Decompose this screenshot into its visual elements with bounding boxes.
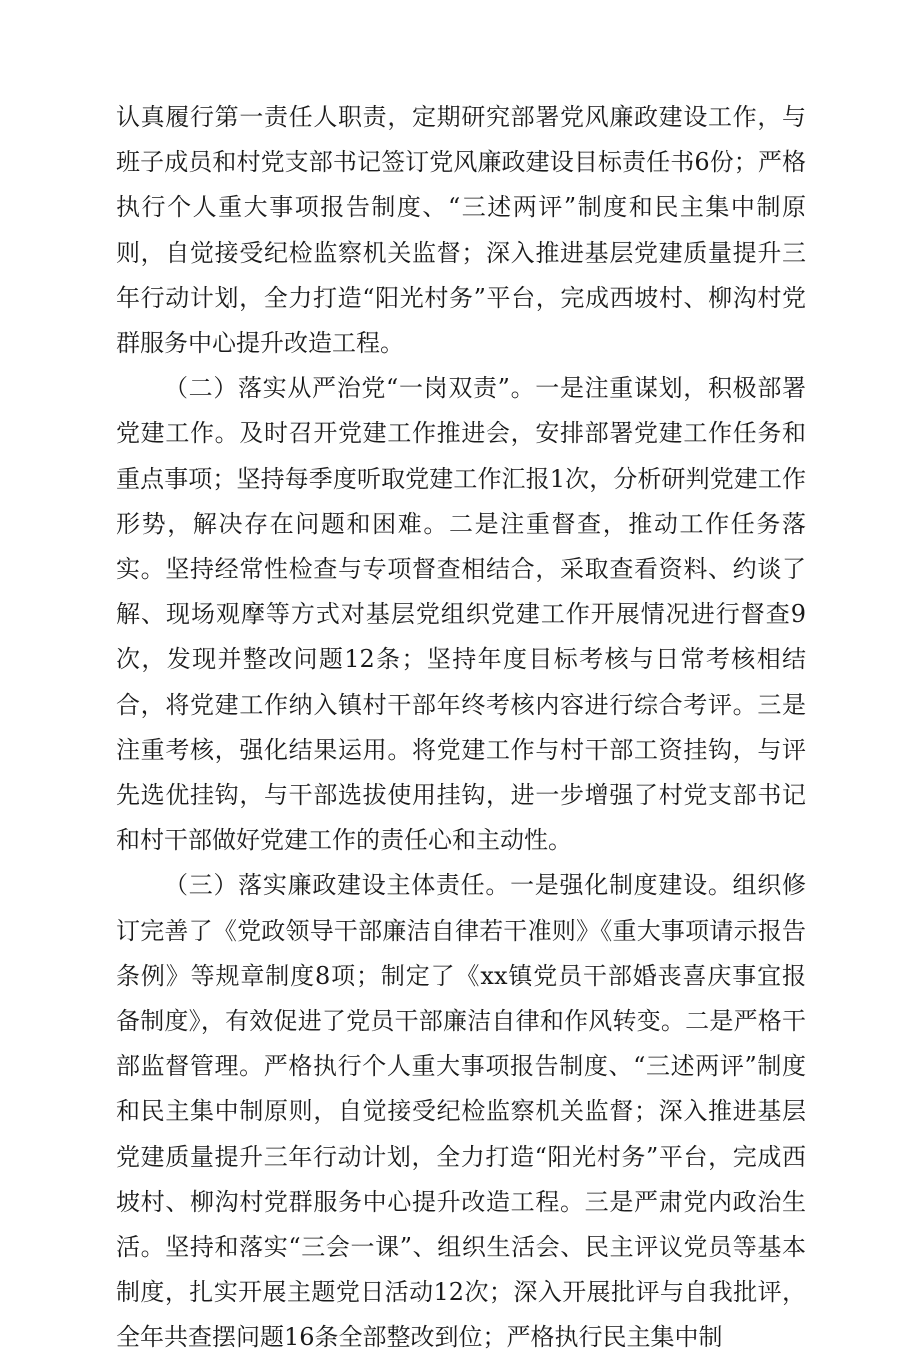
paragraph-section-two: （二）落实从严治党“一岗双责”。一是注重谋划，积极部署党建工作。及时召开党建工作推进会，安排部署党建工作任务和重点事项；坚持每季度听取党建工作汇报1次，分析研判党建工作形势，解决存在问题和困难。二是注重督查，推动工作任务落实。坚持经常性检查与专项督查相结合，采取查看资料、约谈了解、现场观摩等方式对基层党组织党建工作开展情况进行督查9次，发现并整改问题12条；坚持年度目标考核与日常考核相结合，将党建工作纳入镇村干部年终考核内容进行综合考评。三是注重考核，强化结果运用。将党建工作与村干部工资挂钩，与评先选优挂钩，与干部选拔使用挂钩，进一步增强了村党支部书记和村干部做好党建工作的责任心和主动性。 [116,374,806,855]
document-body [116,95,806,1361]
paragraph-section-three: （三）落实廉政建设主体责任。一是强化制度建设。组织修订完善了《党政领导干部廉洁自律若干准则》《重大事项请示报告条例》等规章制度8项；制定了《xx镇党员干部婚丧喜庆事宜报备制度》，有效促进了党员干部廉洁自律和作风转变。二是严格干部监督管理。严格执行个人重大事项报告制度、“三述两评”制度和民主集中制原则，自觉接受纪检监察机关监督；深入推进基层党建质量提升三年行动计划，全力打造“阳光村务”平台，完成西坡村、柳沟村党群服务中心提升改造工程。三是严肃党内政治生活。坚持和落实“三会一课”、组织生活会、民主评议党员等基本制度，扎实开展主题党日活动12次；深入开展批评与自我批评，全年共查摆问题16条全部整改到位；严格执行民主集中制 [116,871,806,1352]
paragraph-continuation: 认真履行第一责任人职责，定期研究部署党风廉政建设工作，与班子成员和村党支部书记签订党风廉政建设目标责任书6份；严格执行个人重大事项报告制度、“三述两评”制度和民主集中制原则，自觉接受纪检监察机关监督；深入推进基层党建质量提升三年行动计划，全力打造“阳光村务”平台，完成西坡村、柳沟村党群服务中心提升改造工程。 [116,103,806,358]
